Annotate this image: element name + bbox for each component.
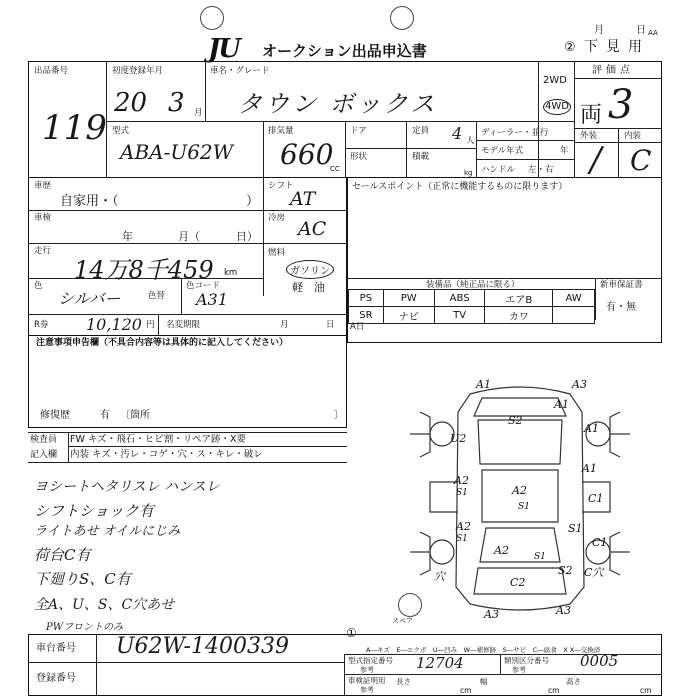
equip-ps[interactable]: PS — [349, 290, 384, 307]
cert-length-unit: cm — [460, 686, 472, 695]
load-unit: kg — [464, 169, 473, 177]
fuel-label: 燃料 — [268, 248, 286, 258]
damage-mark: C穴 — [584, 566, 604, 579]
cert-length: 長さ — [396, 677, 411, 686]
evaluation-prefix: 両 — [580, 103, 603, 128]
cert-height: 高さ — [566, 677, 581, 686]
note-line: ヨシートヘタリスレ ハンスレ — [34, 479, 220, 495]
divider — [347, 278, 662, 279]
divider — [618, 128, 619, 178]
inspection-day: 日） — [236, 230, 258, 243]
repair-place-label: 〔箇所 — [120, 410, 150, 421]
mileage-unit: km — [224, 268, 238, 278]
equip-pw[interactable]: PW — [383, 290, 434, 307]
ac-value[interactable]: AC — [298, 218, 327, 240]
spare-label: スペア — [392, 617, 413, 625]
divider — [344, 674, 662, 675]
damage-mark: A1 — [476, 378, 491, 391]
exterior-value[interactable]: / — [590, 140, 602, 180]
model-year-unit: 年 — [560, 146, 569, 156]
note-line: 下廻りS、C有 — [34, 570, 131, 588]
first-reg-year[interactable]: 20 — [114, 88, 148, 118]
usage-label: 車歴 — [34, 181, 52, 191]
displacement-value[interactable]: 660 — [280, 138, 334, 171]
damage-mark: 穴 — [434, 570, 445, 583]
inspector-row-fw: FW キズ・飛石・ヒビ割・リペア跡・X要 — [70, 434, 247, 445]
drive-2wd: 2WD — [543, 75, 567, 86]
shift-value[interactable]: AT — [290, 188, 316, 210]
divider — [28, 462, 347, 463]
recycle-value[interactable]: 10,120 — [86, 315, 142, 334]
damage-mark: S2 — [508, 414, 523, 427]
mileage-value[interactable]: 14万8千459 — [74, 256, 214, 284]
equipment-table — [348, 289, 595, 324]
legend: A―キズ E―エクボ U―凹み W―補修跡 S―サビ C―腐食 X X―交換済 — [366, 646, 601, 654]
exterior-label: 外装 — [580, 131, 598, 141]
usage-value[interactable]: 自家用・（ — [60, 194, 119, 209]
damage-mark: A3 — [572, 378, 587, 391]
divider — [595, 278, 596, 320]
repair-value: 有 — [100, 410, 110, 421]
equip-navi[interactable]: ナビ — [383, 307, 434, 324]
punch-hole — [200, 6, 224, 30]
form-title: オークション出品申込書 — [262, 42, 427, 60]
damage-mark: A2 — [494, 544, 509, 557]
equip-leather[interactable]: カワ — [485, 307, 553, 324]
date-label: A日 — [350, 322, 365, 332]
damage-mark: A1 — [584, 422, 599, 435]
equip-airbag[interactable]: エアB — [485, 290, 553, 307]
equip-abs[interactable]: ABS — [434, 290, 485, 307]
class-sub: 参考 — [512, 666, 526, 674]
divider — [263, 121, 264, 178]
damage-mark: A2 — [454, 474, 469, 487]
damage-mark: A1 — [554, 398, 569, 411]
divider — [28, 432, 347, 433]
copy-label: 下見用 — [584, 39, 650, 55]
divider — [476, 159, 574, 160]
type-value[interactable]: ABA-U62W — [120, 140, 234, 164]
model-name-label: 車名・グレード — [210, 66, 270, 76]
damage-mark: C2 — [510, 576, 526, 589]
note-line: PWフロントのみ — [46, 622, 124, 633]
first-reg-month[interactable]: 3 — [168, 88, 185, 118]
warranty-label: 新車保証書 — [600, 280, 643, 290]
type-designation-label: 型式指定番号 — [348, 656, 393, 665]
cert-label: 車検証明用 — [348, 676, 386, 685]
aa-label: AA — [648, 29, 658, 37]
copy-number: ② — [564, 40, 576, 55]
divider — [68, 446, 347, 447]
note-line: ライトあせ オイルにじみ — [34, 524, 181, 539]
interior-value[interactable]: C — [630, 144, 652, 177]
repair-label: 修復歴 — [40, 410, 70, 421]
divider — [106, 121, 574, 122]
cert-width: 幅 — [480, 677, 488, 686]
selling-points-label: セールスポイント（正常に機能するものに限ります） — [352, 182, 568, 192]
record-label: 記入欄 — [30, 450, 58, 460]
damage-mark: A1 — [582, 462, 597, 475]
repair-place-close: 〕 — [334, 410, 344, 421]
recycle-label: R券 — [34, 320, 49, 330]
load-label: 積載 — [412, 152, 430, 162]
divider — [538, 61, 539, 178]
name-change-label: 名変期限 — [166, 320, 201, 330]
divider — [500, 654, 501, 674]
interior-label: 内装 — [624, 131, 642, 141]
damage-mark: A3 — [484, 608, 499, 621]
first-reg-label: 初度登録年月 — [112, 66, 164, 76]
inspection-label: 車検 — [34, 213, 52, 223]
day-label: 日 — [636, 25, 646, 36]
equipment-label: 装備品（純正品に限る） — [426, 280, 520, 290]
inspection-year: 年 — [122, 230, 133, 243]
divider — [263, 178, 264, 296]
inspector-row-interior: 内装 キズ・汚レ・コゲ・穴・ス・キレ・破レ — [70, 449, 263, 460]
name-change-month: 月 — [280, 320, 289, 330]
divider — [205, 61, 206, 121]
cert-height-unit: cm — [640, 686, 652, 695]
equip-empty — [553, 307, 595, 324]
capacity-label: 定員 — [412, 126, 430, 136]
divider — [345, 148, 476, 149]
type-designation-sub: 参考 — [360, 666, 374, 674]
doors-label: ドア — [350, 126, 367, 136]
damage-mark: S1 — [518, 502, 530, 512]
lot-value[interactable]: 119 — [42, 108, 107, 148]
divider — [68, 432, 69, 462]
evaluation-label: 評価点 — [592, 65, 634, 76]
notes-label: 注意事項申告欄（不具合内容等は具体的に記入してください） — [36, 338, 289, 348]
capacity-value[interactable]: 4 — [452, 124, 463, 143]
model-name-value[interactable]: タウン ボックス — [238, 90, 438, 118]
divider — [345, 121, 346, 178]
dealer-label: ディーラー・並行 — [481, 128, 549, 138]
damage-mark: S1 — [456, 534, 468, 544]
divider — [158, 314, 159, 336]
damage-mark: S1 — [456, 488, 468, 498]
lot-label: 出品番号 — [34, 66, 69, 76]
capacity-unit: 人 — [466, 136, 475, 146]
color-code-value[interactable]: A31 — [196, 290, 228, 309]
class-value[interactable]: 0005 — [580, 652, 619, 670]
damage-mark: A3 — [556, 604, 571, 617]
divider — [406, 121, 407, 178]
month-label: 月 — [594, 25, 604, 36]
usage-close: ） — [246, 194, 260, 209]
shape-label: 形状 — [350, 152, 368, 162]
color-label: 色 — [34, 281, 43, 291]
type-label: 型式 — [112, 126, 130, 136]
displacement-label: 排気量 — [268, 126, 294, 136]
divider — [96, 634, 97, 696]
model-year-label: モデル年式 — [481, 146, 524, 156]
damage-mark: S1 — [568, 522, 583, 535]
color-value[interactable]: シルバー — [58, 289, 121, 308]
inspector-label: 検査員 — [30, 435, 58, 445]
mileage-label: 走行 — [34, 246, 52, 256]
note-line: シフトショック有 — [34, 502, 154, 520]
chassis-value[interactable]: U62W-1400339 — [116, 634, 289, 659]
shift-label: シフト — [268, 181, 294, 191]
damage-mark: C1 — [592, 536, 608, 549]
inspection-month: 月（ — [178, 230, 200, 243]
divider — [28, 210, 347, 211]
equip-tv[interactable]: TV — [434, 307, 485, 324]
color-code-label: 色コード — [186, 281, 221, 291]
handle-options: 左・右 — [528, 165, 554, 175]
divider — [28, 662, 344, 663]
damage-mark: A2 — [456, 520, 471, 533]
fuel-diesel: 軽 油 — [292, 281, 325, 294]
note-line: 全A、U、S、C穴あせ — [34, 597, 175, 613]
drive-4wd[interactable]: 4WD — [543, 99, 571, 115]
class-label: 類別区分番号 — [504, 656, 549, 665]
damage-mark: S1 — [534, 552, 546, 562]
divider — [574, 78, 662, 79]
divider — [28, 314, 347, 315]
evaluation-score[interactable]: 3 — [608, 82, 634, 128]
chassis-mark: ① — [346, 626, 357, 640]
equip-sr[interactable]: SR — [349, 307, 384, 324]
name-change-day: 日 — [326, 320, 335, 330]
ju-logo: JU — [208, 34, 239, 64]
damage-mark: S2 — [558, 564, 573, 577]
notes-box — [28, 336, 347, 428]
first-reg-month-unit: 月 — [194, 108, 203, 118]
damage-mark: C1 — [588, 492, 604, 505]
chassis-label: 車台番号 — [36, 643, 76, 654]
recycle-unit: 円 — [146, 320, 155, 330]
cert-width-unit: cm — [548, 686, 560, 695]
divider — [476, 121, 477, 178]
divider — [344, 654, 345, 696]
warranty-value[interactable]: 有・無 — [606, 302, 636, 313]
registration-label: 登録番号 — [36, 673, 76, 684]
note-line: 荷台C有 — [34, 546, 91, 564]
punch-hole — [390, 6, 414, 30]
damage-mark: U2 — [450, 432, 467, 445]
divider — [476, 140, 574, 141]
equip-aw[interactable]: AW — [553, 290, 595, 307]
damage-mark: A2 — [512, 484, 527, 497]
cert-sub: 参考 — [360, 686, 374, 694]
ac-label: 冷房 — [268, 213, 286, 223]
fuel-gas[interactable]: ガソリン — [286, 260, 334, 279]
color-change-label: 色替 — [148, 291, 166, 301]
type-designation-value[interactable]: 12704 — [416, 654, 464, 672]
displacement-unit: CC — [330, 165, 340, 173]
handle-label: ハンドル — [481, 165, 516, 175]
